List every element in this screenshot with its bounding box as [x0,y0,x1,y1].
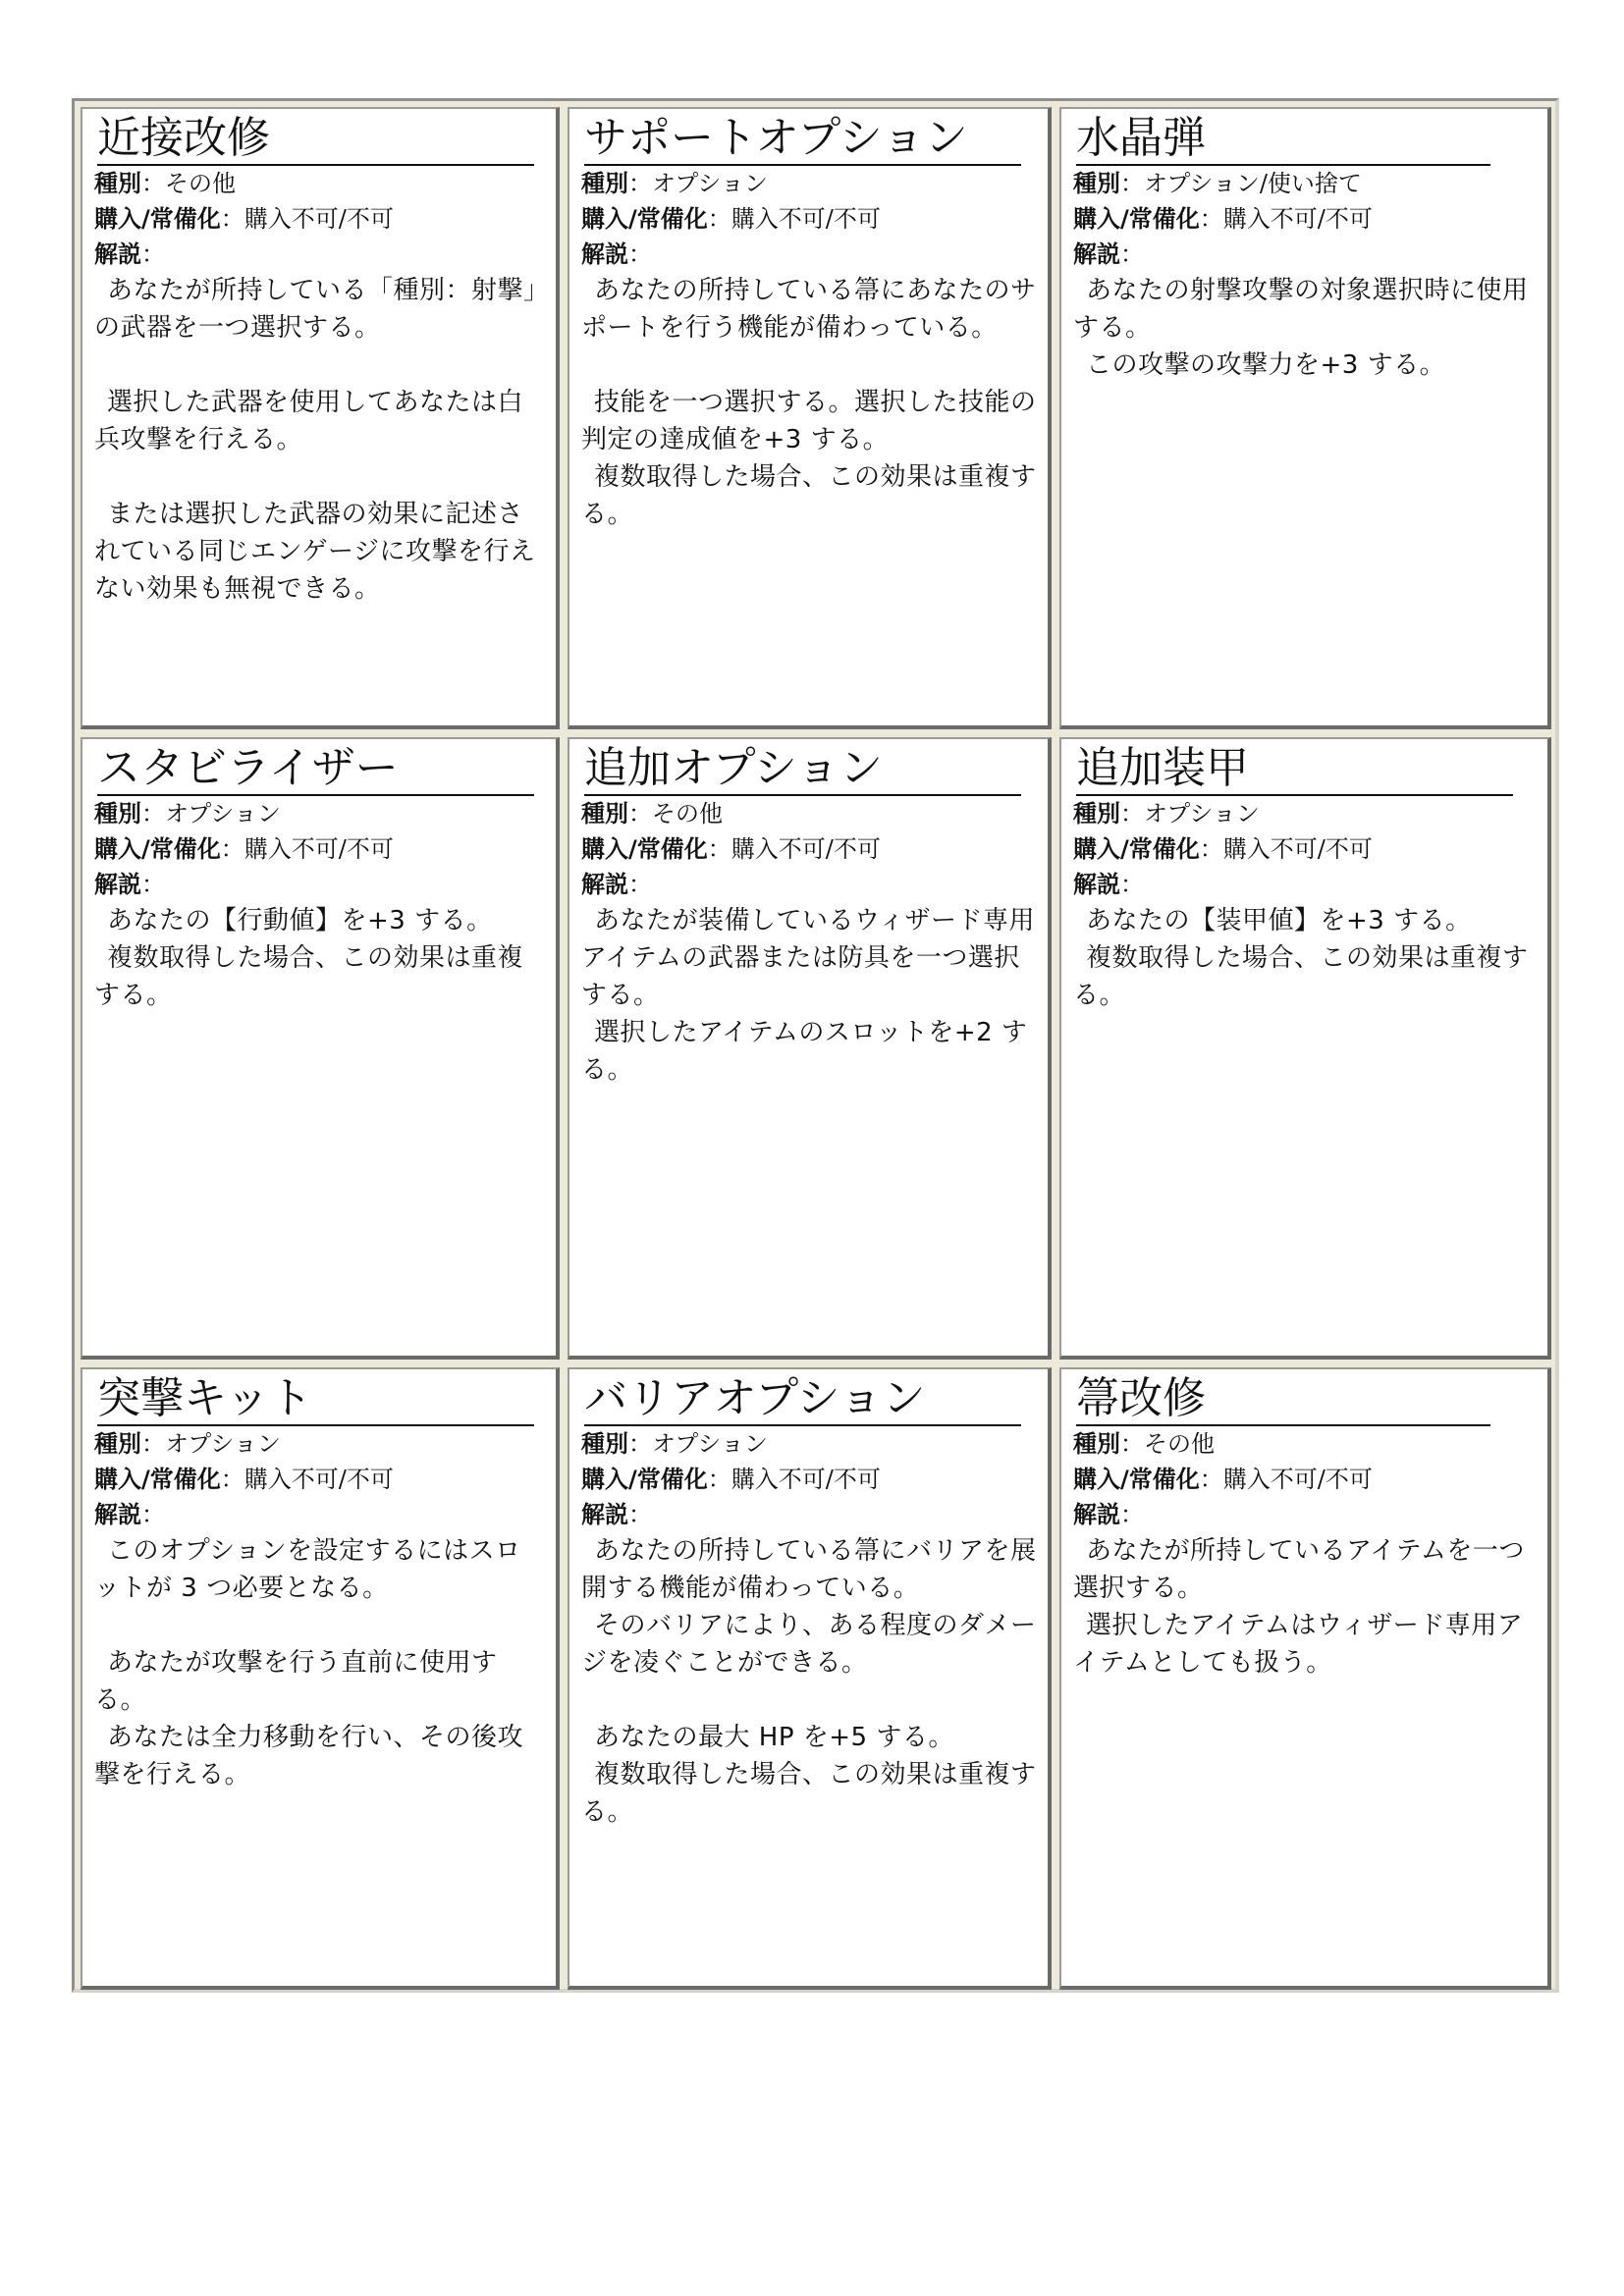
card-purchase-line: 購入/常備化：購入不可/不可 [581,205,881,233]
card-purchase-value: 購入不可/不可 [731,835,881,863]
card-purchase-value: 購入不可/不可 [244,205,394,233]
card-explanation-label: 解説： [94,871,165,898]
card-title: サポートオプション [584,113,1021,166]
card-explanation-label: 解説： [581,1501,652,1528]
card-type-value: その他 [1144,1430,1215,1458]
card-purchase-value: 購入不可/不可 [731,205,881,233]
card-title: 近接改修 [97,113,534,166]
card-type-line: 種別：オプション/使い捨て [1073,170,1362,197]
card-type-line: 種別：オプション [1073,800,1260,828]
card-type-value: オプション [652,1430,768,1458]
card-description: あなたが所持している「種別：射撃」の武器を一つ選択する。 選択した武器を使用してあなたは白兵攻撃を行える。 または選択した武器の効果に記述されている同じエンゲージに攻撃を行えない効果も無視できる。 [94,276,537,604]
card-type-value: オプション [652,170,768,197]
card-description: あなたの所持している箒にあなたのサポートを行う機能が備わっている。 技能を一つ選択する。選択した技能の判定の達成値を+3 する。 複数取得した場合、この効果は重複する。 [581,276,1037,529]
card-explanation-label: 解説： [1073,871,1144,898]
card-purchase-line: 購入/常備化：購入不可/不可 [1073,205,1373,233]
card-title: 突撃キット [97,1373,534,1426]
card-type-value: オプション/使い捨て [1144,170,1362,197]
card-support-option [568,107,1052,729]
card-purchase-line: 購入/常備化：購入不可/不可 [94,835,394,863]
card-title: 追加装甲 [1076,743,1513,796]
card-explanation-label: 解説： [1073,240,1144,268]
card-title: 箒改修 [1076,1373,1490,1426]
card-purchase-value: 購入不可/不可 [731,1466,881,1493]
card-explanation-label: 解説： [1073,1501,1144,1528]
card-type-value: オプション [165,800,281,828]
card-type-line: 種別：オプション [94,800,281,828]
card-explanation-label: 解説： [94,240,165,268]
card-description: あなたの【装甲値】を+3 する。 複数取得した場合、この効果は重複する。 [1073,906,1529,1010]
card-type-line: 種別：オプション [94,1430,281,1458]
card-kinsetsu-kaishu [81,107,560,729]
card-description: あなたの射撃攻撃の対象選択時に使用する。 この攻撃の攻撃力を+3 する。 [1073,276,1529,380]
card-title: スタビライザー [97,743,534,796]
card-barrier-option [568,1367,1052,1990]
card-description: このオプションを設定するにはスロットが 3 つ必要となる。 あなたが攻撃を行う直前に使用する。 あなたは全力移動を行い、その後攻撃を行える。 [94,1536,524,1789]
card-type-line: 種別：その他 [94,170,236,197]
card-type-line: 種別：その他 [581,800,723,828]
card-description: あなたの【行動値】を+3 する。 複数取得した場合、この効果は重複する。 [94,906,524,1010]
card-purchase-line: 購入/常備化：購入不可/不可 [581,1466,881,1493]
card-purchase-value: 購入不可/不可 [1222,835,1373,863]
card-explanation-label: 解説： [581,240,652,268]
card-type-value: オプション [1144,800,1260,828]
card-description: あなたが装備しているウィザード専用アイテムの武器または防具を一つ選択する。 選択したアイテムのスロットを+2 する。 [581,906,1035,1085]
card-purchase-line: 購入/常備化：購入不可/不可 [581,835,881,863]
card-description: あなたの所持している箒にバリアを展開する機能が備わっている。 そのバリアにより、ある程度のダメージを凌ぐことができる。 あなたの最大 HP を+5 する。 複数取得した場合、この効果は重複する。 [581,1536,1037,1827]
card-purchase-value: 購入不可/不可 [1222,205,1373,233]
card-explanation-label: 解説： [581,871,652,898]
card-purchase-line: 購入/常備化：購入不可/不可 [1073,1466,1373,1493]
card-purchase-value: 購入不可/不可 [244,1466,394,1493]
card-tsuika-option [568,737,1052,1360]
card-type-line: 種別：オプション [581,170,768,197]
card-totsugeki-kit [81,1367,560,1990]
card-type-line: 種別：オプション [581,1430,768,1458]
card-purchase-line: 購入/常備化：購入不可/不可 [94,1466,394,1493]
card-description: あなたが所持しているアイテムを一つ選択する。 選択したアイテムはウィザード専用アイテムとしても扱う。 [1073,1536,1525,1678]
card-explanation-label: 解説： [94,1501,165,1528]
card-type-value: その他 [165,170,236,197]
card-suisho-dan [1059,107,1551,729]
card-title: バリアオプション [584,1373,1021,1426]
card-sheet [72,98,1559,1993]
card-purchase-value: 購入不可/不可 [244,835,394,863]
card-purchase-value: 購入不可/不可 [1222,1466,1373,1493]
card-purchase-line: 購入/常備化：購入不可/不可 [94,205,394,233]
card-type-value: その他 [652,800,723,828]
card-tsuika-soko [1059,737,1551,1360]
card-title: 追加オプション [584,743,1021,796]
card-stabilizer [81,737,560,1360]
card-type-value: オプション [165,1430,281,1458]
card-type-line: 種別：その他 [1073,1430,1215,1458]
card-hoki-kaishu [1059,1367,1551,1990]
card-purchase-line: 購入/常備化：購入不可/不可 [1073,835,1373,863]
card-title: 水晶弾 [1076,113,1490,166]
